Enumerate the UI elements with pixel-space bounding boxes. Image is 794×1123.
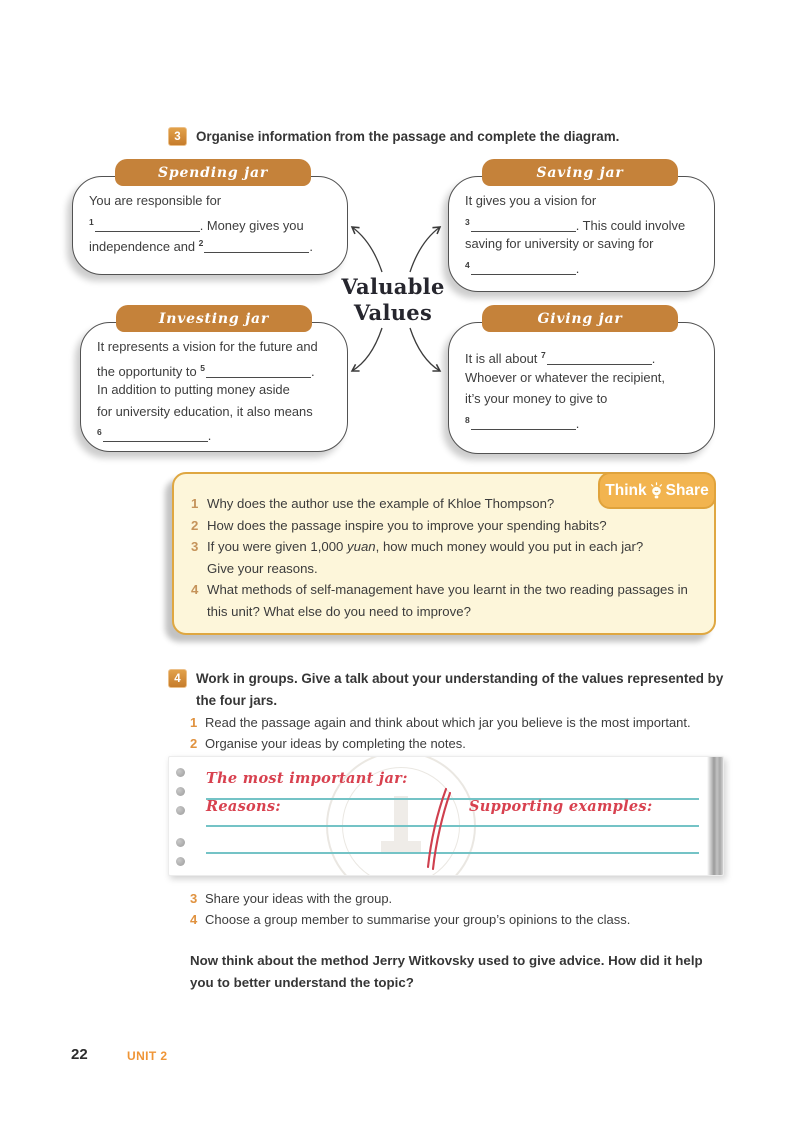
blank-number: 6 xyxy=(97,427,102,438)
jar-box-saving xyxy=(448,164,715,292)
note-label-reasons: Reasons: xyxy=(206,798,281,815)
jar-text: It represents a vision for the future and xyxy=(97,339,318,354)
jar-text: . xyxy=(575,415,580,431)
step-row xyxy=(190,909,724,930)
step-row xyxy=(190,733,724,754)
binder-hole xyxy=(176,857,185,866)
question-text: What methods of self-management have you learnt in the two reading passages in this unit? What else do you need to improve? xyxy=(207,582,688,619)
activity4-instruction: Work in groups. Give a talk about your understanding of the values represented by the four jars. xyxy=(196,671,724,708)
blank-number: 3 xyxy=(465,216,470,227)
binder-hole xyxy=(176,806,185,815)
jar-content-giving xyxy=(465,345,710,431)
activity3-number-badge: 3 xyxy=(168,127,187,146)
step-text: Choose a group member to summarise your group’s opinions to the class. xyxy=(205,912,631,928)
jar-text: the opportunity to xyxy=(97,363,201,379)
step-number: 3 xyxy=(190,891,198,906)
blank-number: 2 xyxy=(198,238,204,249)
jar-text: it’s your money to give to xyxy=(465,391,608,407)
jar-content-investing xyxy=(97,336,343,444)
step-text: Organise your ideas by completing the notes. xyxy=(205,736,466,752)
jar-tab-saving: Saving jar xyxy=(482,159,678,186)
jar-text: . xyxy=(575,260,580,276)
blank-3[interactable] xyxy=(471,218,576,232)
jar-box-spending xyxy=(72,164,348,275)
question-number: 2 xyxy=(191,517,199,533)
question-text-continued: Give your reasons. xyxy=(207,560,318,576)
blank-1[interactable] xyxy=(95,218,200,232)
jar-text: saving for university or saving for xyxy=(465,236,654,252)
question-text: How does the passage inspire you to improve your spending habits? xyxy=(207,517,607,533)
step-row xyxy=(190,712,724,733)
activity3-heading xyxy=(168,126,738,148)
blank-number: 4 xyxy=(465,259,470,270)
note-writing-line[interactable] xyxy=(206,852,699,854)
blank-8[interactable] xyxy=(471,416,576,430)
jar-text: It gives you a vision for xyxy=(465,193,597,208)
blank-number: 1 xyxy=(89,216,94,227)
question-row xyxy=(191,536,702,558)
blank-number: 8 xyxy=(465,414,470,425)
step-number: 4 xyxy=(190,912,198,928)
jar-text: Whoever or whatever the recipient, xyxy=(465,369,665,385)
diagram-title-line1: Valuable xyxy=(341,274,445,299)
paper-edge xyxy=(707,757,723,875)
question-number: 3 xyxy=(191,539,199,555)
notes-panel xyxy=(168,756,724,876)
activity4-steps-bottom xyxy=(190,888,724,931)
jar-text: You are responsible for xyxy=(89,193,222,208)
jar-content-spending xyxy=(89,190,343,255)
jar-text: . xyxy=(651,351,656,366)
blank-6[interactable] xyxy=(103,428,208,442)
jar-text: . xyxy=(309,239,313,255)
blank-number: 7 xyxy=(540,350,546,360)
blank-2[interactable] xyxy=(204,239,309,253)
jar-text: It is all about xyxy=(465,351,541,366)
step-row xyxy=(190,888,724,909)
question-text: If you were given 1,000 yuan, how much money would you put in each jar? xyxy=(207,539,644,555)
binder-hole xyxy=(176,768,185,777)
jar-text: . xyxy=(207,428,212,444)
step-number: 2 xyxy=(190,736,198,752)
activity4-heading xyxy=(168,668,724,711)
blank-5[interactable] xyxy=(206,364,311,378)
note-label-supporting-examples: Supporting examples: xyxy=(469,798,653,815)
double-slash-divider-icon xyxy=(421,785,451,871)
question-row xyxy=(191,579,702,622)
jar-text: In addition to putting money aside xyxy=(97,382,290,398)
activity4-number-badge: 4 xyxy=(168,669,187,688)
question-number: 1 xyxy=(191,496,199,511)
step-text: Read the passage again and think about which jar you believe is the most important. xyxy=(205,715,691,730)
italic-term: yuan xyxy=(347,539,376,555)
lightbulb-icon xyxy=(649,482,664,500)
binder-hole xyxy=(176,787,185,796)
diagram-title-line2: Values xyxy=(353,300,433,325)
blank-number: 5 xyxy=(200,362,205,373)
think-share-box xyxy=(172,472,716,635)
closing-paragraph: Now think about the method Jerry Witkovsky used to give advice. How did it help you to better understand the topic? xyxy=(190,953,703,990)
jar-text: independence and xyxy=(89,239,199,255)
footer-unit-label: UNIT 2 xyxy=(127,1049,168,1063)
activity4-steps-top xyxy=(190,712,724,755)
binder-hole xyxy=(176,838,185,847)
share-label: Share xyxy=(665,481,709,499)
jar-text: . This could involve xyxy=(575,217,686,233)
question-number: 4 xyxy=(191,582,199,598)
blank-4[interactable] xyxy=(471,261,576,275)
note-label-most-important-jar: The most important jar: xyxy=(206,770,408,787)
footer-page-number: 22 xyxy=(71,1046,88,1063)
question-text: Why does the author use the example of Khloe Thompson? xyxy=(207,496,555,511)
jar-tab-spending: Spending jar xyxy=(115,159,311,186)
diagram-title xyxy=(322,274,464,326)
question-row xyxy=(191,515,702,537)
jar-box-giving xyxy=(448,310,715,454)
blank-7[interactable] xyxy=(547,351,652,365)
jar-tab-investing: Investing jar xyxy=(116,305,312,332)
step-text: Share your ideas with the group. xyxy=(205,891,393,906)
jar-text: . Money gives you xyxy=(199,217,304,233)
jar-text: for university education, it also means xyxy=(97,403,313,419)
think-share-badge xyxy=(598,472,716,509)
step-number: 1 xyxy=(190,715,198,730)
think-label: Think xyxy=(605,481,647,499)
note-writing-line[interactable] xyxy=(206,825,699,827)
activity3-instruction: Organise information from the passage and complete the diagram. xyxy=(196,129,620,144)
jar-content-saving xyxy=(465,190,710,276)
jar-tab-giving: Giving jar xyxy=(482,305,678,332)
jar-box-investing xyxy=(80,310,348,452)
jar-text: . xyxy=(310,363,315,379)
